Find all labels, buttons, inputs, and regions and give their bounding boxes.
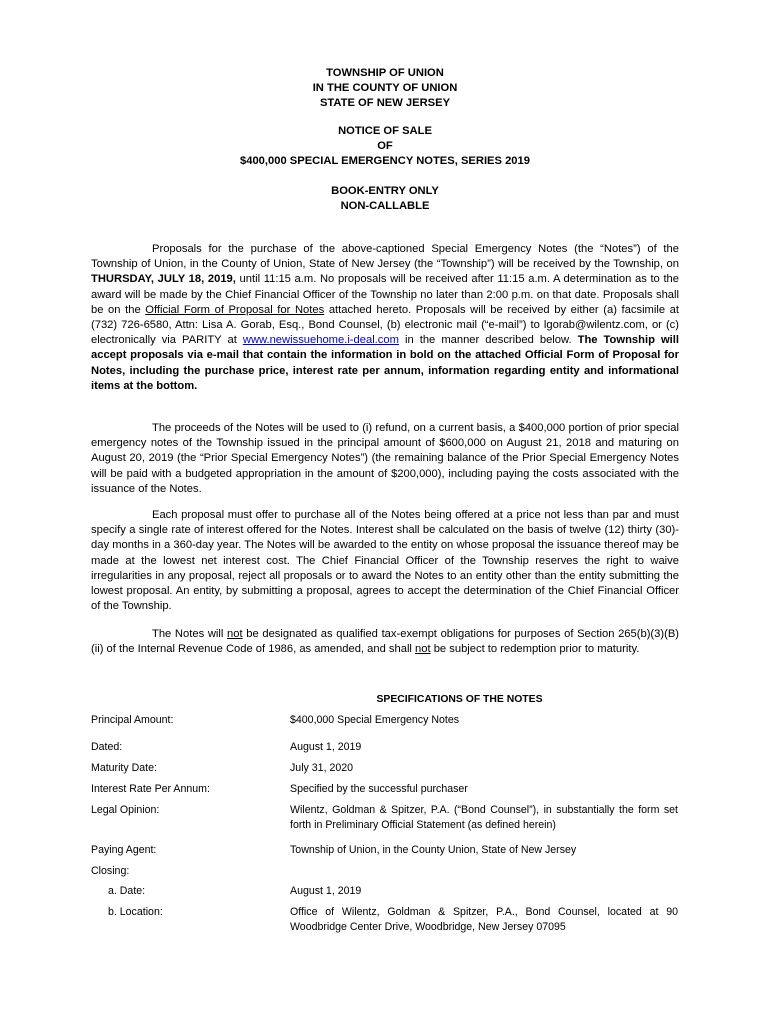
proceeds-paragraph: The proceeds of the Notes will be used to (i) refund, on a current basis, a $400,000 portion of prior special emergency notes of the Township issued in the principal amount of $600,000 on August 21, 2018 and maturing on August 20, 2019 (the “Prior Special Emergency Notes”) (the remaining balance of the Prior Special Emergency Notes will be paid with a budgeted appropriation in the amount of $200,000), including paying the costs associated with the issuance of the Notes. [91,422,679,495]
specifications-title: SPECIFICATIONS OF THE NOTES [376,694,543,705]
heading-line: $400,000 SPECIAL EMERGENCY NOTES, SERIES 2019 [240,155,530,168]
emphasis-not: not [227,628,243,640]
heading-line: STATE OF NEW JERSEY [319,97,451,110]
heading-line: TOWNSHIP OF UNION [326,67,444,79]
spec-label: Paying Agent: [91,844,157,856]
spec-label: Interest Rate Per Annum: [91,783,210,795]
proposals-paragraph [91,242,679,394]
issuer-heading [0,66,770,112]
heading-line: NOTICE OF SALE [338,125,432,137]
para-text: until 11:15 a.m. No proposals will be received after 11:15 a.m. A determination as to the award will be made by the Chief Financial Officer of the Township no later than 2:00 p.m. on that date. Proposals shall be on the [91,273,679,316]
spec-value: July 31, 2020 [290,762,354,774]
spec-label: a. Date: [108,885,146,897]
para-text: attached hereto. Proposals will be received by either (a) facsimile at (732) 726-6580, Attn: Lisa A. Gorab, Esq., Bond Counsel, (b) electronic mail (“e-mail”) to lgorab@wilentz.com, or (c) electronically via PARITY at [91,303,680,347]
spec-label: Maturity Date: [91,762,157,774]
spec-value: August 1, 2019 [290,741,362,753]
notes-form-heading [0,184,770,214]
para-text: be subject to redemption prior to maturity. [430,643,640,656]
para-text: The Notes will [152,628,228,640]
heading-line: NON-CALLABLE [340,200,430,213]
bidding-terms-paragraph: Each proposal must offer to purchase all of the Notes being offered at a price not less than par and must specify a single rate of interest offered for the Notes. Interest shall be calculated on the basis of twelve (12) thirty (30)-day months in a 360-day year. The Notes will be awarded to the entity on whose proposal the issuance thereof may be made at the lowest net interest cost. The Chief Financial Officer of the Township reserves the right to waive irregularities in any proposal, reject all proposals or to award the Notes to an entity other than the entity submitting the lowest proposal. An entity, by submitting a proposal, agrees to accept the determination of the Chief Financial Officer of the Township. [91,509,679,613]
spec-value: Township of Union, in the County Union, State of New Jersey [290,844,577,856]
heading-line: OF [377,140,393,153]
spec-value: Office of Wilentz, Goldman & Spitzer, P.A., Bond Counsel, located at 90 Woodbridge Center Drive, Woodbridge, New Jersey 07095 [290,906,678,933]
para-text: Proposals for the purchase of the above-captioned Special Emergency Notes (the “Notes”) of the Township of Union, in the County of Union, State of New Jersey (the “Township”) will be received by the Township, on [91,243,679,271]
para-text: be designated as qualified tax-exempt obligations for purposes of Section 265(b)(3)(B)(ii) of the Internal Revenue Code of 1986, as amended, and shall [91,628,680,656]
spec-label: Legal Opinion: [91,804,160,816]
spec-value: Wilentz, Goldman & Spitzer, P.A. (“Bond Counsel”), in substantially the form set forth in Preliminary Official Statement (as defined herein) [290,804,678,831]
spec-label: Principal Amount: [91,714,174,726]
heading-line: IN THE COUNTY OF UNION [312,82,458,95]
spec-value: Specified by the successful purchaser [290,783,468,795]
tax-status-paragraph [91,627,679,657]
spec-label: b. Location: [108,906,163,918]
sale-date: THURSDAY, JULY 18, 2019, [91,273,236,286]
spec-value: $400,000 Special Emergency Notes [290,714,460,726]
parity-url-link[interactable]: www.newissuehome.i-deal.com [242,334,399,347]
heading-line: BOOK-ENTRY ONLY [331,185,439,197]
spec-label: Dated: [91,741,123,753]
para-text: in the manner described below. [398,334,578,347]
emphasis-not: not [415,643,431,656]
spec-value: August 1, 2019 [290,885,362,897]
notice-title [0,124,770,170]
email-proposal-notice: The Township will accept proposals via e-mail that contain the information in bold on the attached Official Form of Proposal for Notes, including the purchase price, interest rate per annum, information regarding entity and informational items at the bottom. [91,334,679,392]
proposal-form-reference: Official Form of Proposal for Notes [145,303,325,316]
spec-label: Closing: [91,865,130,877]
